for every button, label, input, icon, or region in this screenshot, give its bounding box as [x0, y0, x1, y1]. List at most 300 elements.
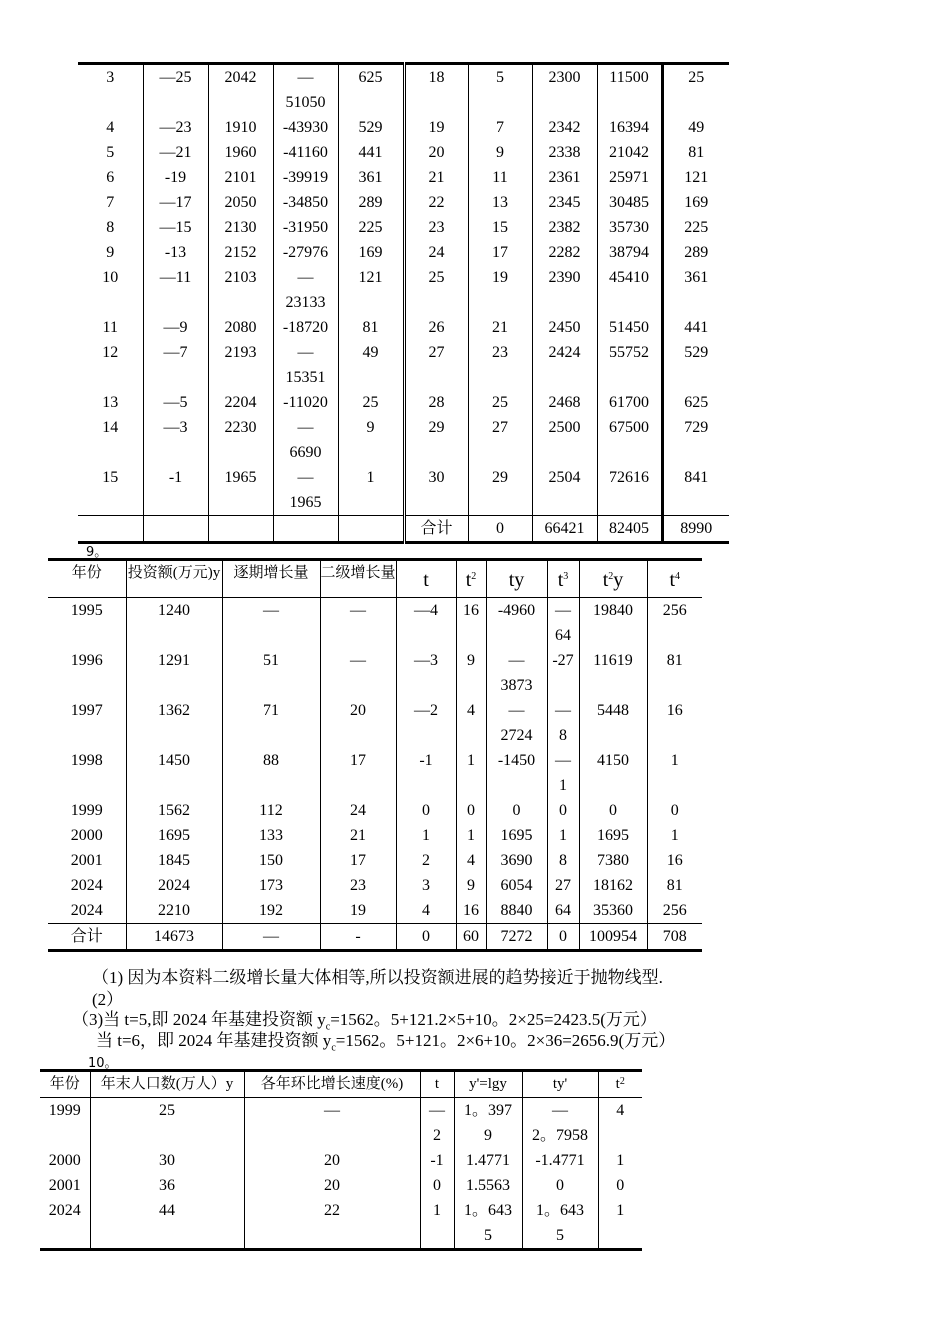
table-cell: -41160 — [273, 140, 338, 165]
table-cell: 256 — [647, 898, 702, 924]
table-cell: 225 — [338, 215, 404, 240]
table-cell: 17 — [320, 748, 396, 798]
regression-table-1 — [78, 62, 729, 544]
total-cell: 0 — [396, 924, 456, 951]
table-cell: 21 — [320, 823, 396, 848]
table-cell: 1.5563 — [454, 1173, 522, 1198]
table-cell: —17 — [143, 190, 208, 215]
table-cell: 1995 — [70, 602, 103, 619]
total-cell — [143, 516, 208, 543]
table-cell: 625 — [338, 64, 404, 116]
table-cell: 2001 — [70, 852, 103, 869]
total-cell: 7272 — [486, 924, 547, 951]
note-line-1: （1) 因为本资料二级增长量大体相等,所以投资额进展的趋势接近于抛物线型. — [92, 968, 663, 987]
table-cell: 121 — [662, 165, 729, 190]
table-cell: 2001 — [48, 1177, 81, 1194]
total-row — [78, 516, 729, 543]
table-cell: 22 — [404, 190, 468, 215]
table-cell: 11 — [102, 319, 118, 336]
table-cell: —25 — [143, 64, 208, 116]
total-cell — [78, 516, 143, 543]
table-cell: 16 — [456, 598, 486, 649]
table-cell: 7 — [468, 115, 532, 140]
table-cell: 15 — [102, 469, 119, 486]
table-cell: 2390 — [532, 265, 597, 315]
table-cell: 3 — [396, 873, 456, 898]
total-cell: 66421 — [532, 516, 597, 543]
table-row — [40, 1173, 642, 1198]
table-row — [48, 748, 702, 798]
table-cell: — — [222, 598, 320, 649]
table-cell: 0 — [486, 798, 547, 823]
total-cell: 708 — [647, 924, 702, 951]
table-cell: 16394 — [597, 115, 662, 140]
table-cell: 5 — [106, 144, 115, 161]
table-cell: 133 — [222, 823, 320, 848]
table-cell: — 15351 — [273, 340, 338, 390]
table-cell: 30485 — [597, 190, 662, 215]
table-cell: -31950 — [273, 215, 338, 240]
table-cell: 1695 — [126, 823, 222, 848]
table-cell: 49 — [662, 115, 729, 140]
table-cell: 1291 — [126, 648, 222, 698]
table-row — [48, 648, 702, 698]
table-cell: 2345 — [532, 190, 597, 215]
table-cell: 7 — [106, 194, 115, 211]
table-cell: 441 — [338, 140, 404, 165]
table-cell: 2338 — [532, 140, 597, 165]
table-cell: 2230 — [208, 415, 273, 465]
table-cell: -1 — [143, 465, 208, 516]
header-ty: ty — [486, 560, 547, 598]
population-table — [40, 1069, 642, 1251]
header-t2: $t^2$ — [598, 1071, 642, 1098]
table-cell: 81 — [662, 140, 729, 165]
table-cell: 61700 — [597, 390, 662, 415]
table-cell: 0 — [456, 798, 486, 823]
header-t2: $t^2$ — [456, 560, 486, 598]
table-row — [78, 165, 729, 190]
table-cell: 4 — [456, 698, 486, 748]
table-cell: 25 — [404, 265, 468, 315]
table-cell: 2101 — [208, 165, 273, 190]
table-cell: -13 — [143, 240, 208, 265]
table-cell: 112 — [222, 798, 320, 823]
table-cell: 192 — [222, 898, 320, 924]
table-cell: —21 — [143, 140, 208, 165]
table-cell: —9 — [143, 315, 208, 340]
total-cell: 82405 — [597, 516, 662, 543]
table-cell: 10 — [102, 269, 119, 286]
table-cell: -27 — [547, 648, 579, 698]
total-cell — [338, 516, 404, 543]
total-cell: 0 — [547, 924, 579, 951]
note-line-3: （3)当 t=5,即 2024 年基建投资额 $y_c=1562$。5+121.2×5+10。2×25=2423.5(万元） — [72, 1010, 657, 1033]
table-row — [48, 698, 702, 748]
table-cell: 23 — [320, 873, 396, 898]
table-cell: 2500 — [532, 415, 597, 465]
total-cell: 8990 — [662, 516, 729, 543]
table-row — [48, 598, 702, 649]
table-cell: 150 — [222, 848, 320, 873]
table-cell: 2300 — [532, 64, 597, 116]
table-cell: 19 — [404, 115, 468, 140]
table-cell: — 2724 — [486, 698, 547, 748]
table-cell: 71 — [222, 698, 320, 748]
table-cell: 4150 — [579, 748, 647, 798]
table-cell: 38794 — [597, 240, 662, 265]
table-cell: 256 — [647, 598, 702, 649]
table-cell: 2024 — [40, 1198, 90, 1250]
table-cell: -11020 — [273, 390, 338, 415]
table-cell: 841 — [662, 465, 729, 516]
table-cell: 2468 — [532, 390, 597, 415]
table-cell: — 64 — [547, 598, 579, 649]
table-cell: —7 — [143, 340, 208, 390]
table-cell: 18162 — [579, 873, 647, 898]
table-cell: 169 — [338, 240, 404, 265]
table-cell: -1 — [396, 748, 456, 798]
table-cell: —11 — [143, 265, 208, 315]
table-row — [40, 1148, 642, 1173]
table-row — [78, 190, 729, 215]
table-cell: 1。397 9 — [454, 1098, 522, 1149]
table-cell: 2024 — [70, 902, 103, 919]
table-cell: 55752 — [597, 340, 662, 390]
table-cell: 21 — [404, 165, 468, 190]
table-cell: —5 — [143, 390, 208, 415]
table-cell: 25 — [468, 390, 532, 415]
table-cell: 1 — [647, 823, 702, 848]
table-cell: — — [244, 1098, 420, 1149]
table-cell: 0 — [396, 798, 456, 823]
total-cell: 100954 — [579, 924, 647, 951]
table-cell: 121 — [338, 265, 404, 315]
table-cell: 1 — [456, 748, 486, 798]
table-cell: 1 — [647, 748, 702, 798]
table-cell: 16 — [456, 898, 486, 924]
table-cell: 81 — [647, 648, 702, 698]
table-cell: 0 — [420, 1173, 454, 1198]
total-row — [48, 924, 702, 951]
table-cell: 1910 — [208, 115, 273, 140]
table-cell: 7380 — [579, 848, 647, 873]
table-cell: 1695 — [579, 823, 647, 848]
table-cell: 25 — [338, 390, 404, 415]
table-cell: 729 — [662, 415, 729, 465]
table-cell: 20 — [244, 1148, 420, 1173]
table-cell: 45410 — [597, 265, 662, 315]
table-cell: -27976 — [273, 240, 338, 265]
table-cell: 2080 — [208, 315, 273, 340]
table-cell: 23 — [468, 340, 532, 390]
section-label-9: 9。 — [86, 545, 108, 560]
table-cell: 1 — [598, 1148, 642, 1173]
table-cell: — 1965 — [273, 465, 338, 516]
table-cell: 1240 — [126, 598, 222, 649]
note-line-2: (2） — [92, 990, 124, 1009]
table-cell: 2130 — [208, 215, 273, 240]
header-t: t — [396, 560, 456, 598]
table-cell: 17 — [320, 848, 396, 873]
table-cell: 2210 — [126, 898, 222, 924]
header-t3: $t^3$ — [547, 560, 579, 598]
table-cell: 1845 — [126, 848, 222, 873]
table-row — [78, 240, 729, 265]
table-cell: 24 — [404, 240, 468, 265]
table-cell: 0 — [598, 1173, 642, 1198]
table-cell: 13 — [102, 394, 119, 411]
table-cell: —23 — [143, 115, 208, 140]
table-cell: 1998 — [70, 752, 103, 769]
table-cell: -1 — [420, 1148, 454, 1173]
table-cell: 67500 — [597, 415, 662, 465]
table-cell: — 1 — [547, 748, 579, 798]
table-cell: 6054 — [486, 873, 547, 898]
table-cell: -19 — [143, 165, 208, 190]
table-row — [48, 898, 702, 924]
total-cell: 0 — [468, 516, 532, 543]
table-cell: 1562 — [126, 798, 222, 823]
table-cell: 289 — [662, 240, 729, 265]
table-cell: 64 — [547, 898, 579, 924]
table-cell: 3 — [78, 64, 143, 116]
table-cell: 22 — [244, 1198, 420, 1250]
table-cell: 173 — [222, 873, 320, 898]
table-cell: -39919 — [273, 165, 338, 190]
total-cell: 14673 — [126, 924, 222, 951]
table-cell: 9 — [456, 873, 486, 898]
table-cell: 1。643 5 — [522, 1198, 598, 1250]
table-cell: 26 — [404, 315, 468, 340]
table-cell: 49 — [338, 340, 404, 390]
table-cell: 27 — [404, 340, 468, 390]
table-cell: — 51050 — [273, 64, 338, 116]
table-header-row — [48, 560, 702, 598]
table-cell: 1 — [396, 823, 456, 848]
table-cell: 0 — [547, 798, 579, 823]
table-cell: 35730 — [597, 215, 662, 240]
table-cell: 18 — [404, 64, 468, 116]
table-cell: 1362 — [126, 698, 222, 748]
table-cell: 2024 — [126, 873, 222, 898]
total-cell: 合计 — [404, 516, 468, 543]
table-cell: 23 — [404, 215, 468, 240]
table-cell: 15 — [468, 215, 532, 240]
header-year: 年份 — [48, 560, 126, 598]
table-cell: -1.4771 — [522, 1148, 598, 1173]
table-cell: — — [320, 598, 396, 649]
table-cell: 16 — [647, 698, 702, 748]
table-cell: 1 — [547, 823, 579, 848]
table-row — [78, 215, 729, 240]
total-cell — [208, 516, 273, 543]
table-cell: 12 — [102, 344, 119, 361]
table-cell: 529 — [338, 115, 404, 140]
header-population: 年末人口数(万人）y — [90, 1071, 244, 1098]
table-cell: 1999 — [48, 1102, 81, 1119]
table-cell: 8 — [547, 848, 579, 873]
table-cell: —4 — [396, 598, 456, 649]
table-cell: 35360 — [579, 898, 647, 924]
table-cell: 27 — [468, 415, 532, 465]
table-cell: 2193 — [208, 340, 273, 390]
section-label-10: 10。 — [88, 1056, 118, 1071]
table-row — [48, 873, 702, 898]
table-cell: 27 — [547, 873, 579, 898]
header-t4: $t^4$ — [647, 560, 702, 598]
table-cell: 21 — [468, 315, 532, 340]
table-cell: —2 — [396, 698, 456, 748]
table-cell: 11500 — [597, 64, 662, 116]
table-row — [78, 340, 729, 390]
table-cell: 1996 — [70, 652, 103, 669]
table-cell: 36 — [90, 1173, 244, 1198]
table-row — [78, 415, 729, 465]
table-cell: 2042 — [208, 64, 273, 116]
table-cell: 25 — [90, 1098, 244, 1149]
table-cell: 19 — [468, 265, 532, 315]
table-row — [48, 798, 702, 823]
table-header-row — [40, 1071, 642, 1098]
table-cell: 625 — [662, 390, 729, 415]
header-growth: 逐期增长量 — [222, 560, 320, 598]
table-cell: 1999 — [70, 802, 103, 819]
table-cell: 30 — [404, 465, 468, 516]
table-row — [78, 115, 729, 140]
table-cell: 1 — [338, 465, 404, 516]
table-cell: — 6690 — [273, 415, 338, 465]
table-cell: 0 — [647, 798, 702, 823]
table-cell: 1 — [456, 823, 486, 848]
table-cell: 2450 — [532, 315, 597, 340]
table-cell: 9 — [468, 140, 532, 165]
table-cell: —15 — [143, 215, 208, 240]
table-cell: 0 — [579, 798, 647, 823]
table-cell: 2 — [396, 848, 456, 873]
table-cell: 529 — [662, 340, 729, 390]
table-cell: 5448 — [579, 698, 647, 748]
table-row — [48, 823, 702, 848]
table-cell: -43930 — [273, 115, 338, 140]
table-cell: 16 — [647, 848, 702, 873]
table-cell: —3 — [143, 415, 208, 465]
table-cell: 20 — [404, 140, 468, 165]
table-cell: 1695 — [486, 823, 547, 848]
table-row — [78, 465, 729, 516]
table-cell: 2342 — [532, 115, 597, 140]
table-cell: 225 — [662, 215, 729, 240]
table-cell: — 2 — [420, 1098, 454, 1149]
total-cell: - — [320, 924, 396, 951]
table-cell: 81 — [647, 873, 702, 898]
table-cell: 11 — [468, 165, 532, 190]
table-cell: 29 — [404, 415, 468, 465]
table-cell: 1.4771 — [454, 1148, 522, 1173]
table-cell: 19840 — [579, 598, 647, 649]
table-row — [78, 64, 729, 116]
table-cell: 4 — [396, 898, 456, 924]
header-growth-rate: 各年环比增长速度(%) — [244, 1071, 420, 1098]
table-cell: 88 — [222, 748, 320, 798]
table-cell: 2504 — [532, 465, 597, 516]
table-cell: 4 — [598, 1098, 642, 1149]
table-row — [78, 315, 729, 340]
table-cell: 25971 — [597, 165, 662, 190]
table-cell: —3 — [396, 648, 456, 698]
table-cell: 29 — [468, 465, 532, 516]
table-cell: 5 — [468, 64, 532, 116]
table-cell: 2000 — [48, 1152, 81, 1169]
table-cell: — — [320, 648, 396, 698]
table-cell: 9 — [456, 648, 486, 698]
table-row — [40, 1098, 642, 1149]
table-cell: 0 — [522, 1173, 598, 1198]
table-cell: 2282 — [532, 240, 597, 265]
table-cell: 44 — [90, 1198, 244, 1250]
table-cell: 6 — [106, 169, 115, 186]
table-cell: — 8 — [547, 698, 579, 748]
total-cell: 合计 — [48, 924, 126, 951]
table-cell: 1450 — [126, 748, 222, 798]
table-cell: 2050 — [208, 190, 273, 215]
table-cell: -4960 — [486, 598, 547, 649]
header-investment: 投资额(万元)y — [126, 560, 222, 598]
table-cell: 2103 — [208, 265, 273, 315]
table-cell: 20 — [244, 1173, 420, 1198]
table-cell: 289 — [338, 190, 404, 215]
table-cell: 28 — [404, 390, 468, 415]
table-cell: 25 — [662, 64, 729, 116]
table-cell: 361 — [338, 165, 404, 190]
table-cell: — 23133 — [273, 265, 338, 315]
table-cell: 21042 — [597, 140, 662, 165]
header-year: 年份 — [40, 1071, 90, 1098]
table-cell: 1965 — [208, 465, 273, 516]
total-cell: 60 — [456, 924, 486, 951]
header-t2y: $t^2y$ — [579, 560, 647, 598]
header-log-y: y'=lgy — [454, 1071, 522, 1098]
header-t: t — [420, 1071, 454, 1098]
table-cell: 17 — [468, 240, 532, 265]
table-cell: 8 — [106, 219, 115, 236]
table-cell: 1 — [598, 1198, 642, 1250]
table-cell: 1960 — [208, 140, 273, 165]
table-cell: 9 — [106, 244, 115, 261]
table-row — [40, 1198, 642, 1250]
table-cell: 1。643 5 — [454, 1198, 522, 1250]
table-cell: 2024 — [70, 877, 103, 894]
table-cell: 4 — [456, 848, 486, 873]
header-second-growth: 二级增长量 — [320, 560, 396, 598]
table-cell: 2000 — [70, 827, 103, 844]
table-row — [78, 390, 729, 415]
table-cell: 2204 — [208, 390, 273, 415]
table-cell: -1450 — [486, 748, 547, 798]
table-cell: 11619 — [579, 648, 647, 698]
table-cell: 24 — [320, 798, 396, 823]
table-cell: 20 — [320, 698, 396, 748]
table-cell: 2152 — [208, 240, 273, 265]
table-cell: -34850 — [273, 190, 338, 215]
note-line-4: 当 t=6，即 2024 年基建投资额 $y_c=1562$。5+121。2×6+10。2×36=2656.9(万元） — [96, 1031, 676, 1054]
table-cell: 441 — [662, 315, 729, 340]
table-cell: 81 — [338, 315, 404, 340]
total-cell — [273, 516, 338, 543]
table-cell: 14 — [102, 419, 119, 436]
table-cell: -18720 — [273, 315, 338, 340]
table-cell: 1 — [420, 1198, 454, 1250]
